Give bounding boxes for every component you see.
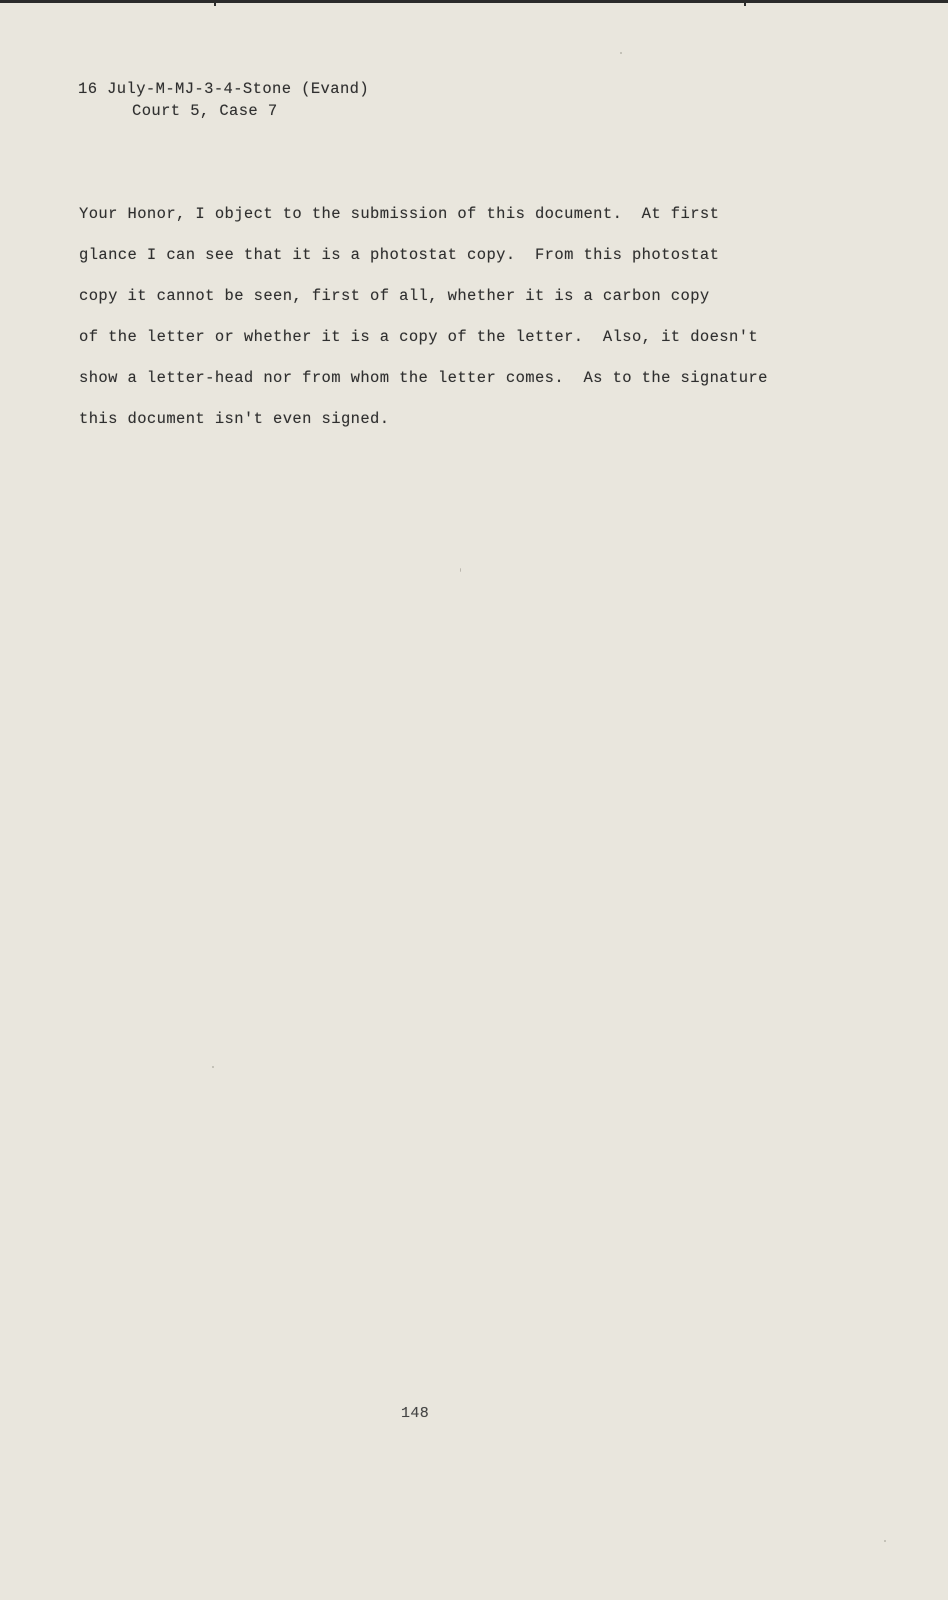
body-text-line: show a letter-head nor from whom the letter comes. As to the signature [79, 369, 768, 387]
page-top-edge [0, 0, 948, 3]
page-edge-mark [744, 0, 746, 6]
page-number: 148 [401, 1405, 430, 1422]
body-text-line: copy it cannot be seen, first of all, whether it is a carbon copy [79, 287, 710, 305]
paper-speck [212, 1066, 214, 1068]
paper-speck [460, 568, 461, 572]
body-text-line: of the letter or whether it is a copy of the letter. Also, it doesn't [79, 328, 759, 346]
document-header-court-case: Court 5, Case 7 [132, 102, 278, 120]
paper-speck [620, 52, 622, 54]
paper-speck [884, 1540, 886, 1542]
body-text-line: Your Honor, I object to the submission of this document. At first [79, 205, 720, 223]
document-header-case-reference: 16 July-M-MJ-3-4-Stone (Evand) [78, 80, 370, 98]
body-text-line: glance I can see that it is a photostat copy. From this photostat [79, 246, 720, 264]
page-edge-mark [214, 0, 216, 6]
body-text-line: this document isn't even signed. [79, 410, 390, 428]
